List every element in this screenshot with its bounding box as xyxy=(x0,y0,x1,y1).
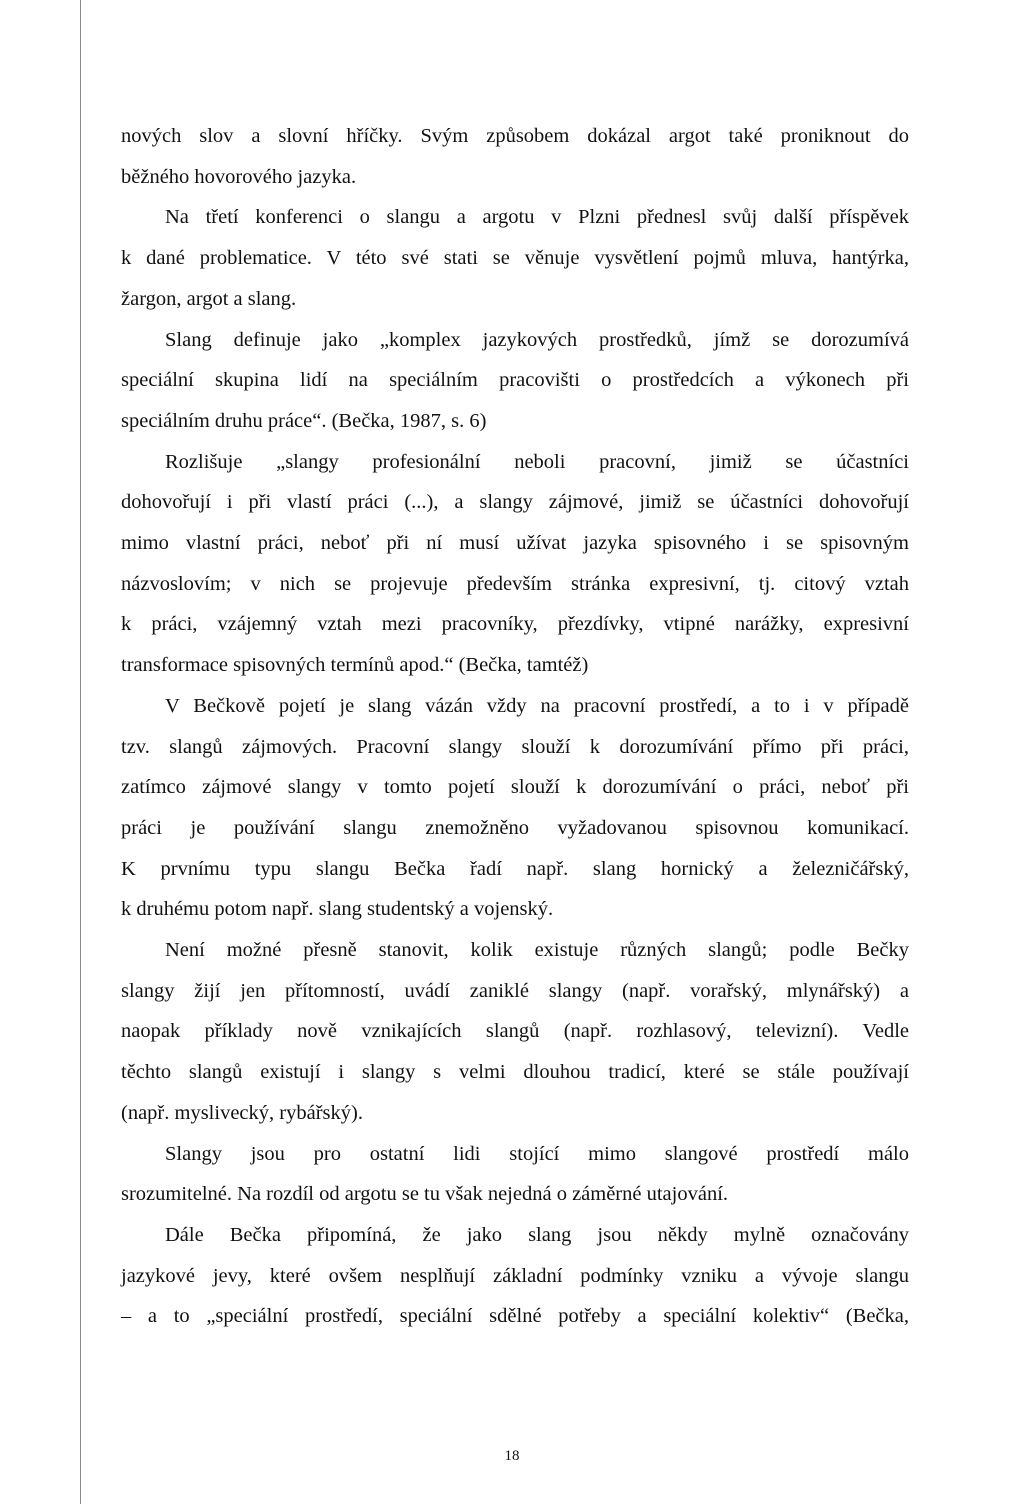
text-line: slangy žijí jen přítomností, uvádí zaniklé slangy (např. vorařský, mlynářský) a xyxy=(121,979,909,1002)
text-line: transformace spisovných termínů apod.“ (Bečka, tamtéž) xyxy=(121,654,589,677)
text-line: k dané problematice. V této své stati se věnuje vysvětlení pojmů mluva, hantýrka, xyxy=(121,247,909,270)
text-line: Rozlišuje „slangy profesionální neboli pracovní, jimiž se účastníci xyxy=(165,450,909,473)
text-line: tzv. slangů zájmových. Pracovní slangy slouží k dorozumívání přímo při práci, xyxy=(121,735,909,758)
text-line: k druhému potom např. slang studentský a vojenský. xyxy=(121,898,554,921)
text-line: zatímco zájmové slangy v tomto pojetí slouží k dorozumívání o práci, neboť při xyxy=(121,776,909,799)
text-line: běžného hovorového jazyka. xyxy=(121,165,357,188)
text-line: mimo vlastní práci, neboť při ní musí užívat jazyka spisovného i se spisovným xyxy=(121,532,909,554)
text-line: Není možné přesně stanovit, kolik existuje různých slangů; podle Bečky xyxy=(165,939,909,961)
text-line: naopak příklady nově vznikajících slangů (např. rozhlasový, televizní). Vedle xyxy=(121,1020,909,1043)
text-line: speciální skupina lidí na speciálním pracovišti o prostředcích a výkonech při xyxy=(121,369,909,392)
text-line: Na třetí konferenci o slangu a argotu v Plzni přednesl svůj další příspěvek xyxy=(165,206,909,229)
text-line: V Bečkově pojetí je slang vázán vždy na pracovní prostředí, a to i v případě xyxy=(165,694,909,717)
text-line: k práci, vzájemný vztah mezi pracovníky, přezdívky, vtipné narážky, expresivní xyxy=(121,613,909,636)
text-line: – a to „speciální prostředí, speciální sdělné potřeby a speciální kolektiv“ (Bečka, xyxy=(121,1305,909,1328)
text-line: jazykové jevy, které ovšem nesplňují základní podmínky vzniku a vývoje slangu xyxy=(121,1264,909,1287)
text-line: těchto slangů existují i slangy s velmi dlouhou tradicí, které se stále používají xyxy=(121,1061,909,1084)
text-line: práci je používání slangu znemožněno vyžadovanou spisovnou komunikací. xyxy=(121,816,909,839)
text-line: nových slov a slovní hříčky. Svým způsobem dokázal argot také proniknout do xyxy=(121,125,909,147)
text-line: Slangy jsou pro ostatní lidi stojící mimo slangové prostředí málo xyxy=(165,1142,909,1165)
left-margin-rule xyxy=(80,0,81,1504)
text-line: Slang definuje jako „komplex jazykových prostředků, jímž se dorozumívá xyxy=(165,328,909,351)
text-line: K prvnímu typu slangu Bečka řadí např. slang hornický a železničářský, xyxy=(121,857,909,880)
text-line: dohovořují i při vlastí práci (...), a slangy zájmové, jimiž se účastníci dohovořují xyxy=(121,491,909,514)
text-line: Dále Bečka připomíná, že jako slang jsou někdy mylně označovány xyxy=(165,1223,909,1246)
text-line: (např. myslivecký, rybářský). xyxy=(121,1101,363,1124)
page-number: 18 xyxy=(504,1448,520,1464)
text-line: srozumitelné. Na rozdíl od argotu se tu však nejedná o záměrné utajování. xyxy=(121,1183,729,1206)
text-line: speciálním druhu práce“. (Bečka, 1987, s. 6) xyxy=(121,409,487,432)
text-line: žargon, argot a slang. xyxy=(121,287,297,310)
text-line: názvoslovím; v nich se projevuje především stránka expresivní, tj. citový vztah xyxy=(121,572,909,595)
